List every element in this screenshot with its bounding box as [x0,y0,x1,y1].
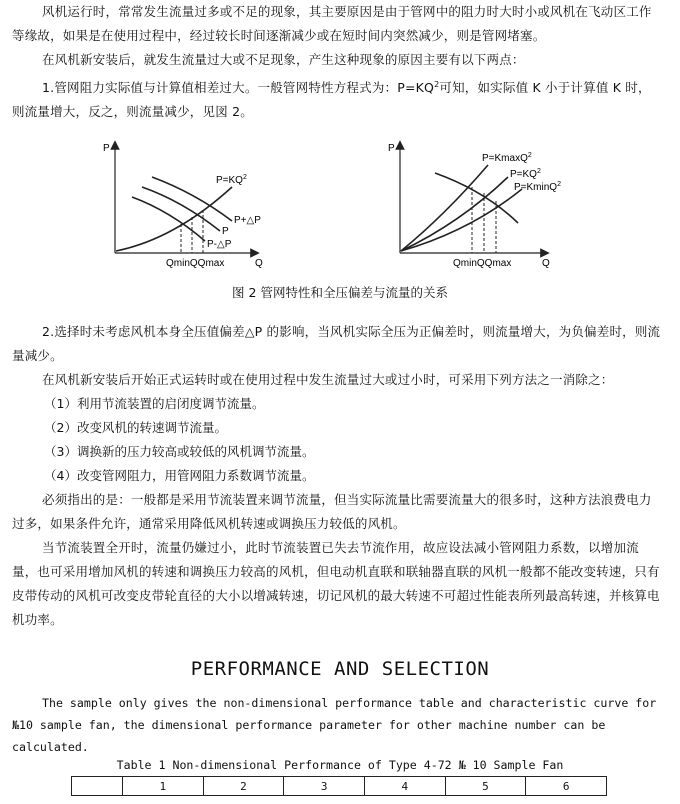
figure-2 [0,135,680,275]
right-fan-curve [435,173,518,223]
right-label-k: $P=KQ^2$ [510,168,541,180]
table-header-cell: 5 [445,777,526,796]
paragraph-2: 在风机新安装后，就发生流量过大或不足现象，产生这种现象的原因主要有以下两点： [42,52,525,67]
left-label-minus: P-△P [207,239,232,250]
method-item-2: （2）改变风机的转速调节流量。 [44,420,227,435]
performance-table [71,776,607,796]
right-chart [388,143,561,269]
paragraph-4: 2.选择时未考虑风机本身全压值偏差△P 的影响，当风机实际全压为正偏差时，则流量增大，为负偏差时，则流量减少。 [12,324,661,363]
table-header-cell: 2 [203,777,284,796]
table-header-cell [72,777,123,796]
figure-caption: 图 2 管网特性和全压偏差与流量的关系 [232,285,448,300]
left-x-ticks: QminQQmax [166,258,225,269]
english-intro: The sample only gives the non-dimensional performance table and characteristic curve for №10 sample fan, the dimensional performance parameter for other machine number can be calculated. [12,696,657,754]
left-label-plus: P+△P [234,215,261,226]
left-x-axis-label: Q [255,258,263,269]
right-label-kmax: P=KmaxQ$^2$ [482,152,532,164]
paragraph-1: 风机运行时，常常发生流量过多或不足的现象，其主要原因是由于管网中的阻力时大时小或风机在飞动区工作等缘故，如果是在使用过程中，经过较长时间逐渐减少或在短时间内突然减少，则是管网堵塞。 [12,4,652,43]
right-x-axis-label: Q [542,258,550,269]
paragraph-3 [12,73,662,124]
left-label-p: P [222,226,229,237]
table-header-cell: 1 [123,777,204,796]
method-item-1: （1）利用节流装置的启闭度调节流量。 [44,396,265,411]
paragraph-3-superscript: 2 [434,80,440,89]
paragraph-5: 在风机新安装后开始正式运转时或在使用过程中发生流量过大或过小时，可采用下列方法之一消除之： [42,372,614,387]
paragraph-6: 必须指出的是：一般都是采用节流装置来调节流量，但当实际流量比需要流量大的很多时，这种方法浪费电力过多，如果条件允许，通常采用降低风机转速或调换压力较低的风机。 [12,492,652,531]
right-label-kmin: P=KminQ$^2$ [514,181,561,193]
table-header-cell: 4 [364,777,445,796]
paragraph-3-suffix: 可知，如实际值 K 小于计算值 K 时，则流量增大，反之，则流量减少，见図 2。 [12,80,651,120]
paragraph-7: 当节流装置全开时，流量仍嫌过小，此时节流装置已失去节流作用，故应设法减小管网阻力系数，以增加流量，也可采用增加风机的转速和调换压力较高的风机，但电动机直联和联轴器直联的风机一般都不能改变转速，只有皮带传动的风机可改变皮带轮直径的大小以增减转速，切记风机的最大转速不可超过性能表所列最高转速，并核算电机功率。 [12,540,660,627]
left-chart [103,143,263,269]
paragraph-3-prefix: 1.管网阻力实际值与计算值相差过大。一般管网特性方程式为：P=KQ [42,80,435,96]
table-caption: Table 1 Non-dimensional Performance of Type 4-72 № 10 Sample Fan [116,758,564,772]
section-heading: PERFORMANCE AND SELECTION [190,658,490,680]
table-header-row [72,777,607,796]
right-curve-k [401,177,508,251]
table-header-cell: 3 [284,777,365,796]
method-item-4: （4）改变管网阻力，用管网阻力系数调节流量。 [44,468,315,483]
table-header-cell: 6 [526,777,607,796]
method-item-3: （3）调换新的压力较高或较低的风机调节流量。 [44,444,315,459]
right-curve-kmax [401,165,488,251]
right-x-ticks: QminQQmax [453,258,512,269]
right-y-axis-label: P [388,143,395,154]
left-y-axis-label: P [103,143,110,154]
left-label-system-curve: $P=KQ^2$ [216,174,247,186]
left-curve-minus [132,197,205,241]
